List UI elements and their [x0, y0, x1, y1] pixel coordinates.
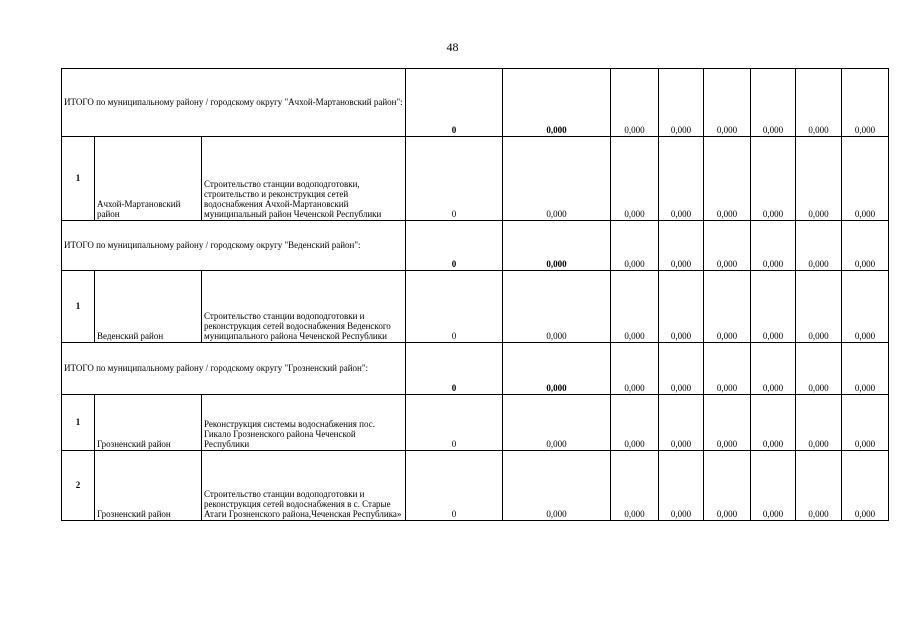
- total-value-cell: 0,000: [796, 343, 842, 395]
- value-cell: 0,000: [503, 395, 611, 451]
- value-cell: 0,000: [704, 271, 751, 343]
- total-value-cell: 0: [406, 343, 503, 395]
- value-cell: 0,000: [751, 395, 796, 451]
- total-value-cell: 0,000: [659, 69, 704, 137]
- table-body: [62, 69, 889, 521]
- value-cell: 0,000: [796, 451, 842, 521]
- value-cell: 0,000: [503, 451, 611, 521]
- district-cell: Грозненский район: [95, 451, 202, 521]
- total-value-cell: 0,000: [842, 69, 889, 137]
- value-cell: 0: [406, 137, 503, 221]
- total-value-cell: 0,000: [751, 69, 796, 137]
- description-cell: Строительство станции водоподготовки и реконструкция сетей водоснабжения в с. Старые Атаги Грозненского района,Чеченская Республика»: [202, 451, 406, 521]
- total-value-cell: 0,000: [751, 343, 796, 395]
- value-cell: 0,000: [659, 395, 704, 451]
- page-number: 48: [446, 40, 459, 54]
- total-value-cell: 0,000: [659, 221, 704, 271]
- value-cell: 0,000: [842, 451, 889, 521]
- value-cell: 0,000: [796, 271, 842, 343]
- value-cell: 0: [406, 451, 503, 521]
- total-value-cell: 0,000: [796, 221, 842, 271]
- total-value-cell: 0,000: [611, 343, 659, 395]
- value-cell: 0,000: [611, 395, 659, 451]
- value-cell: 0: [406, 395, 503, 451]
- value-cell: 0,000: [611, 271, 659, 343]
- total-row: [62, 221, 889, 271]
- value-cell: 0,000: [751, 451, 796, 521]
- value-cell: 0,000: [842, 395, 889, 451]
- table-row: [62, 451, 889, 521]
- description-cell: Строительство станции водоподготовки и реконструкция сетей водоснабжения Веденского муниципального района Чеченской Республики: [202, 271, 406, 343]
- row-number: 1: [62, 137, 95, 221]
- total-value-cell: 0,000: [503, 221, 611, 271]
- total-value-cell: 0,000: [842, 221, 889, 271]
- total-label: ИТОГО по муниципальному району / городскому округу "Веденский район":: [62, 221, 406, 271]
- value-cell: 0,000: [704, 395, 751, 451]
- value-cell: 0,000: [659, 271, 704, 343]
- value-cell: 0,000: [796, 395, 842, 451]
- district-cell: Ачхой-Мартановский район: [95, 137, 202, 221]
- value-cell: 0,000: [503, 137, 611, 221]
- total-value-cell: 0,000: [611, 221, 659, 271]
- total-value-cell: 0,000: [704, 69, 751, 137]
- value-cell: 0,000: [611, 451, 659, 521]
- total-value-cell: 0,000: [796, 69, 842, 137]
- total-value-cell: 0,000: [704, 343, 751, 395]
- value-cell: 0,000: [842, 137, 889, 221]
- district-cell: Веденский район: [95, 271, 202, 343]
- investment-table: [61, 68, 889, 521]
- value-cell: 0,000: [704, 451, 751, 521]
- value-cell: 0,000: [751, 271, 796, 343]
- district-cell: Грозненский район: [95, 395, 202, 451]
- total-row: [62, 69, 889, 137]
- row-number: 1: [62, 395, 95, 451]
- total-value-cell: 0,000: [704, 221, 751, 271]
- total-value-cell: 0,000: [611, 69, 659, 137]
- value-cell: 0,000: [659, 137, 704, 221]
- total-value-cell: 0,000: [503, 343, 611, 395]
- table-row: [62, 137, 889, 221]
- total-value-cell: 0: [406, 69, 503, 137]
- description-cell: Строительство станции водоподготовки, строительство и реконструкция сетей водоснабжения Ачхой-Мартановский муниципальный район Чеченской Республики: [202, 137, 406, 221]
- value-cell: 0,000: [704, 137, 751, 221]
- total-row: [62, 343, 889, 395]
- row-number: 1: [62, 271, 95, 343]
- table-row: [62, 395, 889, 451]
- value-cell: 0,000: [611, 137, 659, 221]
- value-cell: 0,000: [659, 451, 704, 521]
- row-number: 2: [62, 451, 95, 521]
- total-value-cell: 0,000: [503, 69, 611, 137]
- total-value-cell: 0,000: [751, 221, 796, 271]
- total-label: ИТОГО по муниципальному району / городскому округу "Грозненский район":: [62, 343, 406, 395]
- total-value-cell: 0,000: [842, 343, 889, 395]
- value-cell: 0,000: [503, 271, 611, 343]
- value-cell: 0,000: [796, 137, 842, 221]
- total-value-cell: 0,000: [659, 343, 704, 395]
- total-value-cell: 0: [406, 221, 503, 271]
- description-cell: Реконструкция системы водоснабжения пос. Гикало Грозненского района Чеченской Республики: [202, 395, 406, 451]
- total-label: ИТОГО по муниципальному району / городскому округу "Ачхой-Мартановский район":: [62, 69, 406, 137]
- value-cell: 0,000: [751, 137, 796, 221]
- value-cell: 0,000: [842, 271, 889, 343]
- value-cell: 0: [406, 271, 503, 343]
- table-row: [62, 271, 889, 343]
